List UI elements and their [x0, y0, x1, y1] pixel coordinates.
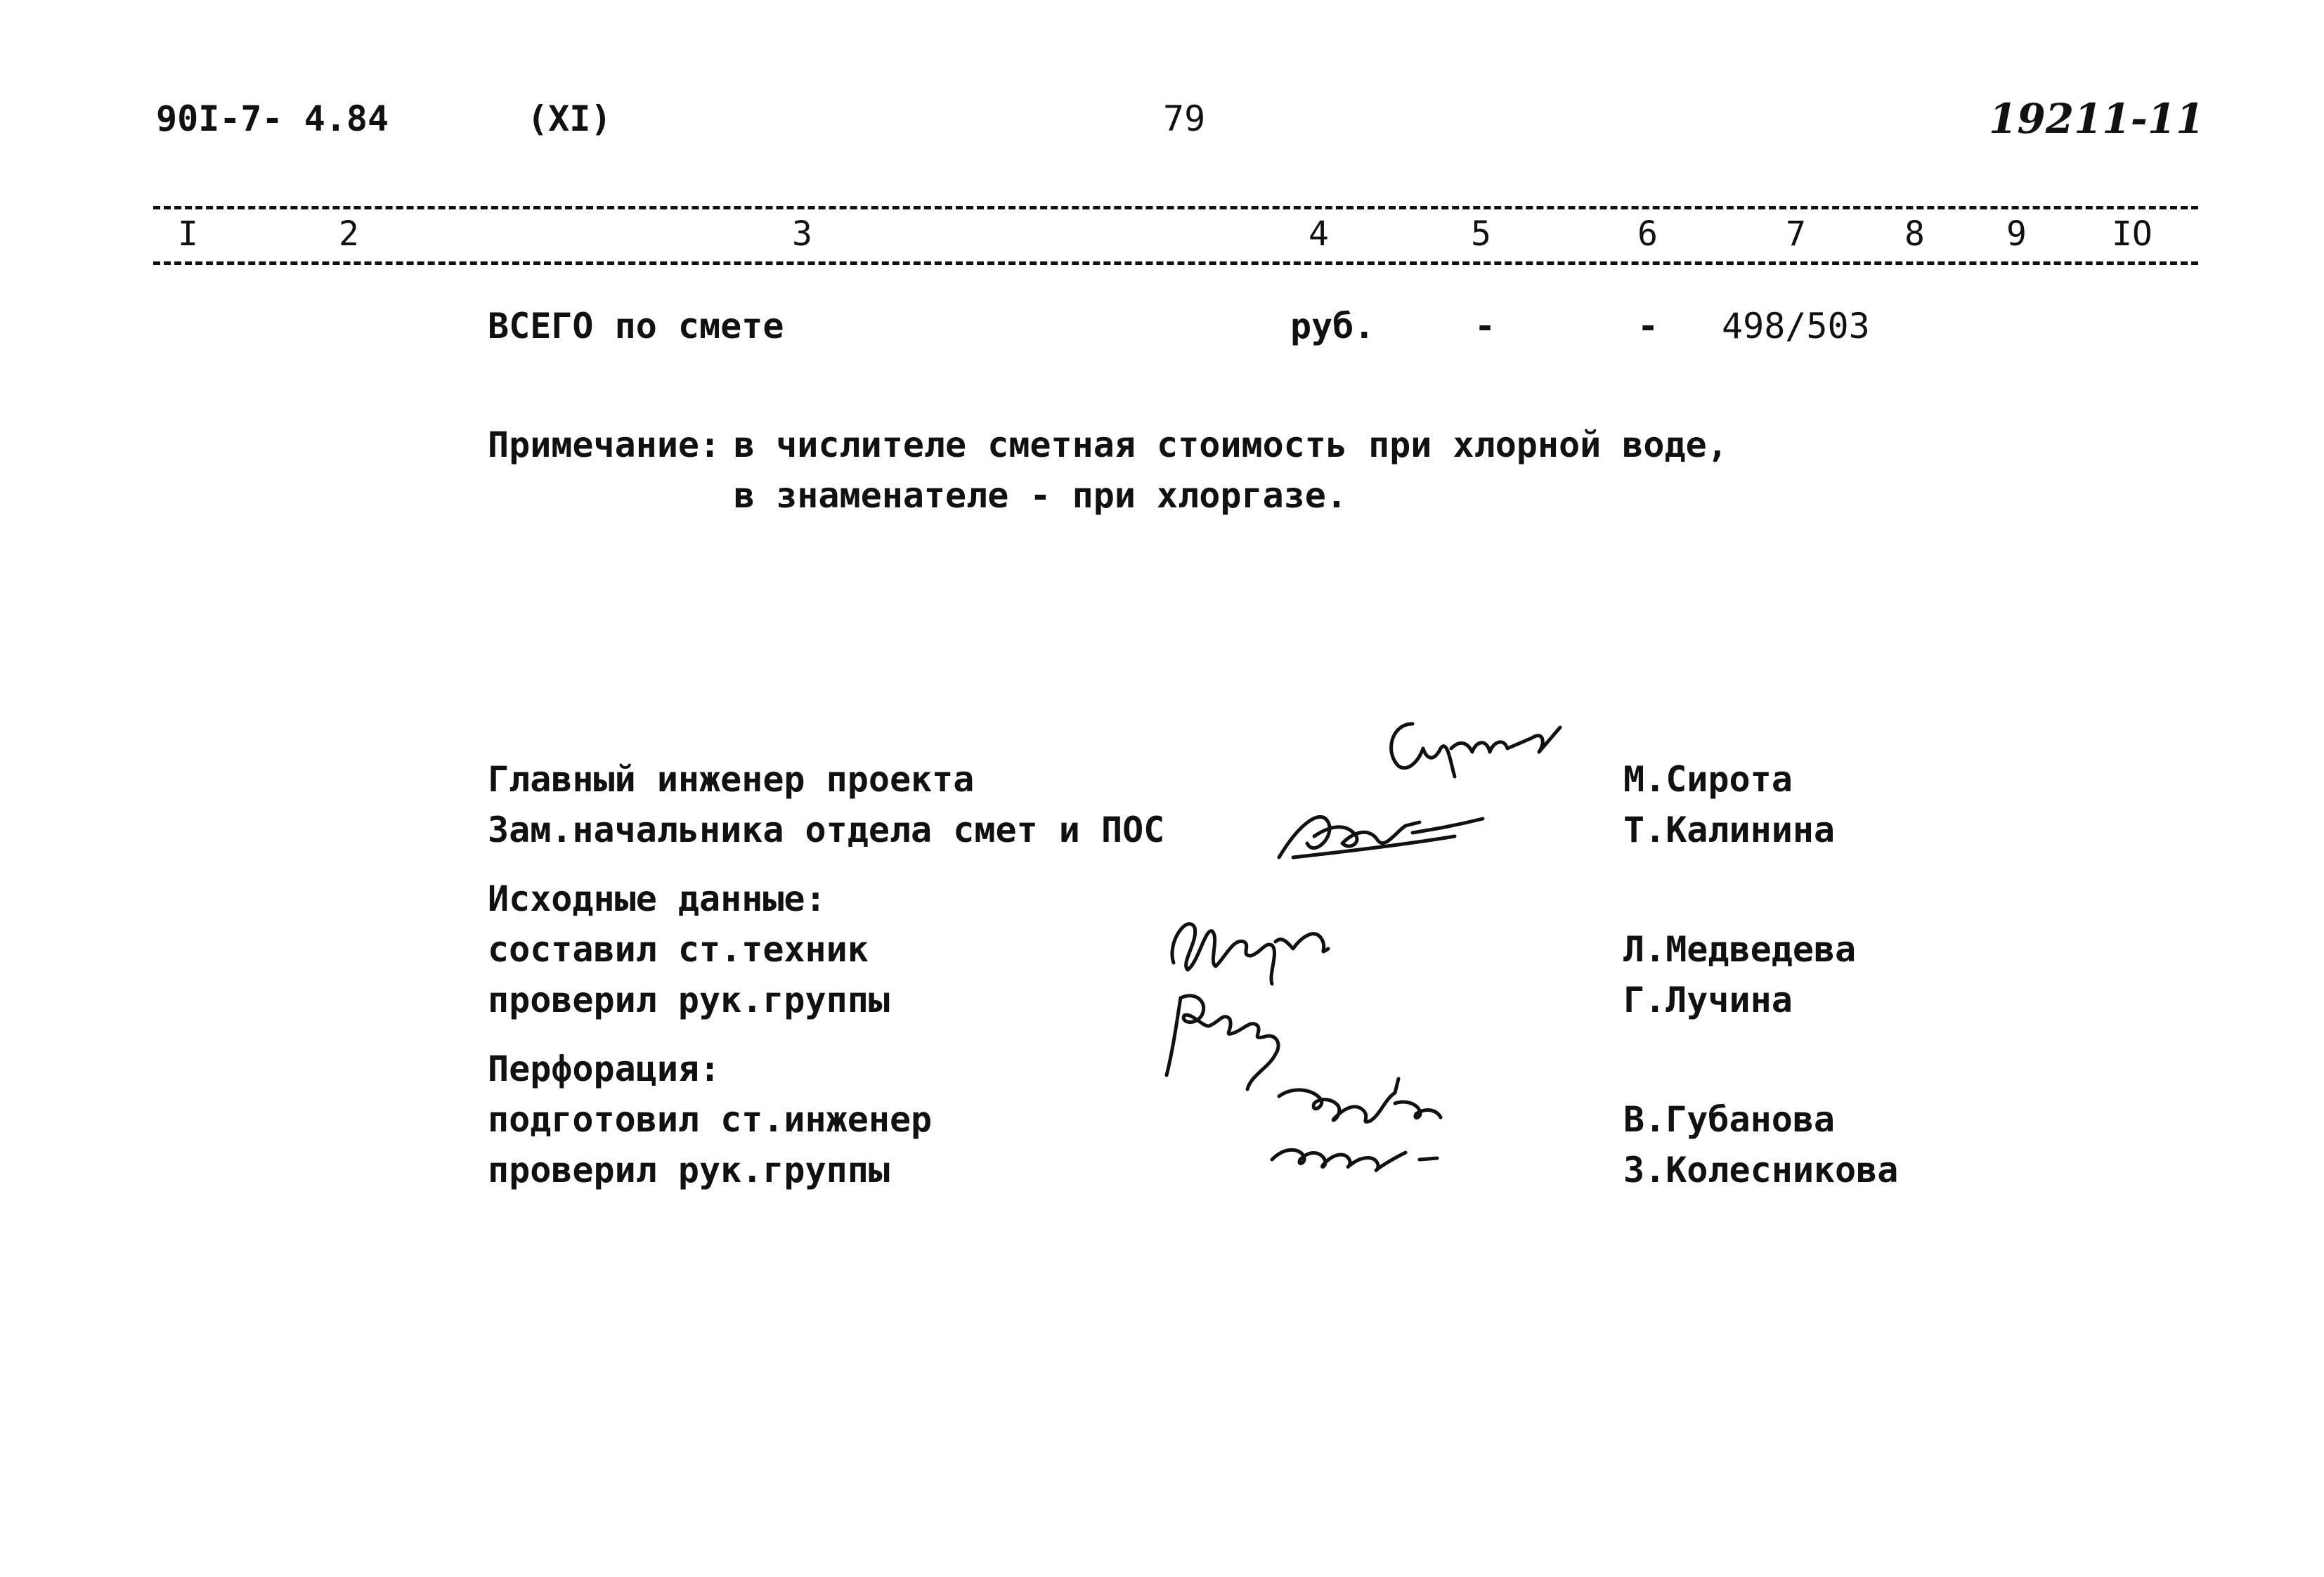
page-number: 79: [1163, 98, 1206, 139]
checked2-name: З.Колесникова: [1623, 1150, 1899, 1190]
total-col6: -: [1637, 306, 1659, 346]
reference-number: 19211-11: [1989, 95, 2205, 143]
checked2-role: проверил рук.группы: [488, 1150, 890, 1190]
table-top-border: [153, 206, 2198, 209]
total-col5: -: [1474, 306, 1496, 346]
checked1-name: Г.Лучина: [1623, 980, 1793, 1020]
prepared-role: подготовил ст.инженер: [488, 1099, 933, 1140]
total-value: 498/503: [1722, 306, 1870, 346]
total-unit: руб.: [1290, 306, 1375, 346]
column-number-5: 5: [1471, 214, 1491, 254]
note-line-2: в знаменателе - при хлоргазе.: [734, 475, 1347, 516]
chief-engineer-name: М.Сирота: [1623, 759, 1793, 800]
perforation-heading: Перфорация:: [488, 1049, 721, 1089]
signature-deputy-head: [1272, 794, 1497, 871]
signature-chief-engineer: [1370, 710, 1581, 787]
note-line-1: в числителе сметная стоимость при хлорной воде,: [734, 424, 1728, 465]
total-label: ВСЕГО по смете: [488, 306, 784, 346]
signature-prepared: [1258, 1068, 1490, 1188]
signature-compiled: [1160, 885, 1370, 991]
deputy-head-role: Зам.начальника отдела смет и ПОС: [488, 810, 1165, 850]
column-number-4: 4: [1309, 214, 1329, 254]
document-code: 90I-7- 4.84: [156, 98, 389, 139]
column-number-10: IO: [2112, 214, 2153, 254]
source-data-heading: Исходные данные:: [488, 878, 826, 919]
deputy-head-name: Т.Калинина: [1623, 810, 1836, 850]
document-part: (XI): [527, 98, 612, 139]
note-label: Примечание:: [488, 424, 721, 465]
column-number-7: 7: [1786, 214, 1806, 254]
column-number-9: 9: [2006, 214, 2027, 254]
column-number-8: 8: [1904, 214, 1925, 254]
compiled-role: составил ст.техник: [488, 929, 869, 970]
table-bottom-border: [153, 261, 2198, 265]
chief-engineer-role: Главный инженер проекта: [488, 759, 975, 800]
compiled-name: Л.Медведева: [1623, 929, 1857, 970]
prepared-name: В.Губанова: [1623, 1099, 1836, 1140]
column-number-1: I: [178, 214, 198, 254]
column-number-3: 3: [792, 214, 812, 254]
column-number-6: 6: [1637, 214, 1658, 254]
checked1-role: проверил рук.группы: [488, 980, 890, 1020]
column-number-2: 2: [339, 214, 359, 254]
